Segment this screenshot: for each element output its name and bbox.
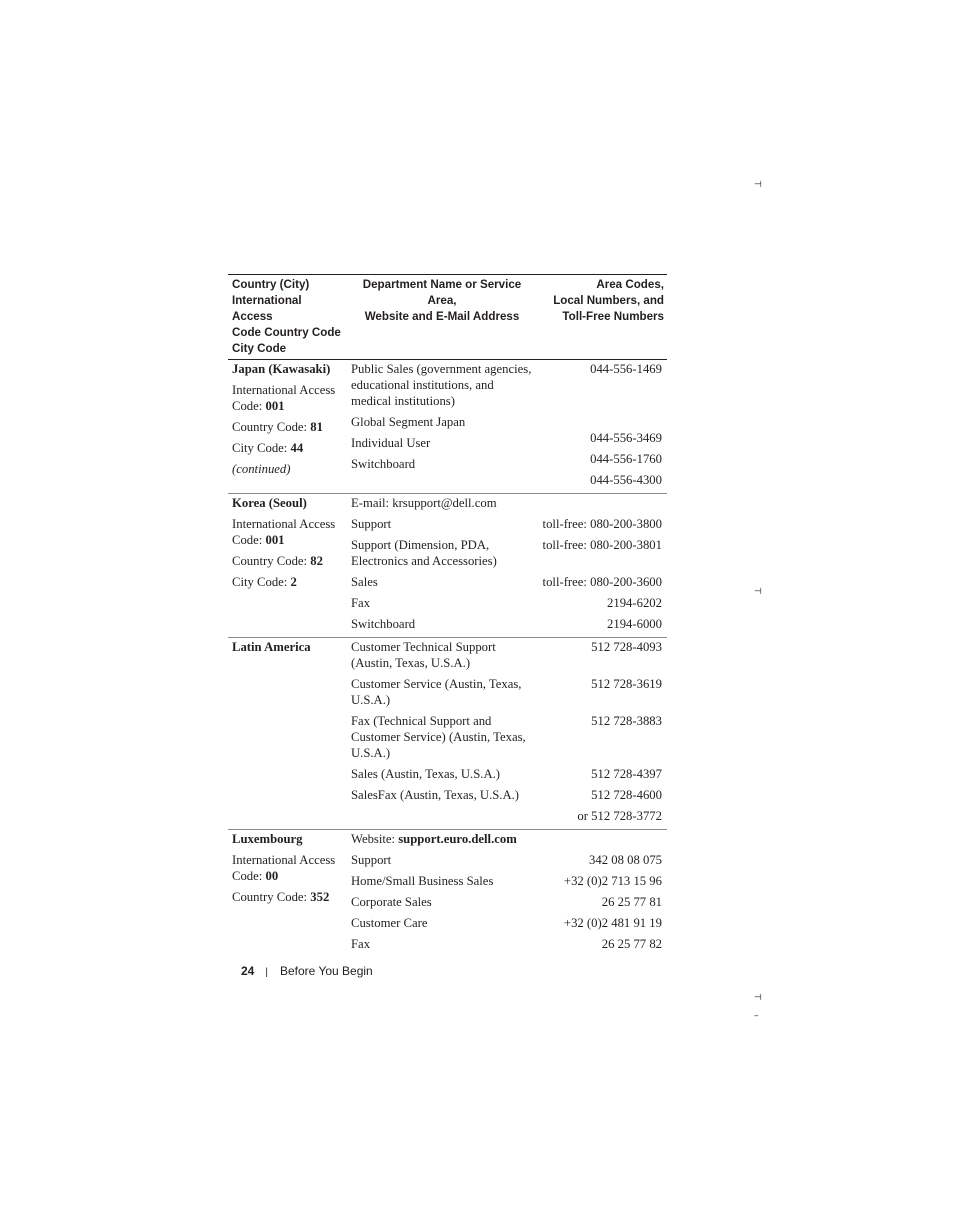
contact-table: [228, 274, 667, 957]
list-item: SalesFax (Austin, Texas, U.S.A.): [351, 788, 520, 802]
footer-separator: |: [265, 967, 268, 978]
numbers-cell: [536, 638, 667, 830]
list-item: Fax (Technical Support and Customer Service) (Austin, Texas, U.S.A.): [351, 714, 526, 760]
list-item: Sales: [351, 575, 378, 589]
table-row: [228, 494, 667, 638]
continued-note: (continued): [232, 462, 291, 476]
website-link[interactable]: support.euro.dell.com: [398, 832, 517, 846]
department-cell: [346, 360, 536, 494]
list-item: Support: [351, 517, 392, 531]
header-department: Department Name or Service Area, Website and E-Mail Address: [362, 278, 522, 323]
list-item: Support (Dimension, PDA, Electronics and Accessories): [351, 538, 497, 568]
country-name: Japan (Kawasaki): [232, 362, 331, 376]
list-item: Global Segment Japan: [351, 415, 466, 429]
numbers-cell: [536, 494, 667, 638]
phone-number: 044-556-4300: [590, 473, 662, 487]
country-name: Latin America: [232, 640, 311, 654]
section-title: Before You Begin: [279, 964, 373, 978]
phone-number: 342 08 08 075: [589, 853, 662, 867]
list-item: Individual User: [351, 436, 431, 450]
phone-number: 26 25 77 82: [601, 937, 662, 951]
phone-number: [536, 495, 662, 511]
phone-number: toll-free: 080-200-3801: [542, 538, 662, 552]
phone-number: or 512 728-3772: [577, 809, 662, 823]
header-numbers: Area Codes, Local Numbers, and Toll-Free Numbers: [553, 278, 664, 323]
list-item: Switchboard: [351, 617, 416, 631]
country-group-latin-america: [228, 638, 667, 830]
city-code: City Code: 44: [232, 441, 304, 455]
list-item: Fax: [351, 937, 371, 951]
phone-number: 26 25 77 81: [601, 895, 662, 909]
list-item: Public Sales (government agencies, educational institutions, and medical institutions): [351, 362, 532, 408]
list-item: Customer Care: [351, 916, 428, 930]
department-cell: [346, 830, 536, 958]
header-country: Country (City) International Access Code Country Code City Code: [232, 278, 341, 355]
phone-number: 512 728-3619: [591, 677, 662, 691]
crop-mark-middle: ⊣: [754, 587, 762, 597]
crop-mark-end: –: [754, 1011, 759, 1021]
phone-number: toll-free: 080-200-3600: [542, 575, 662, 589]
list-item: Fax: [351, 596, 371, 610]
phone-number: 512 728-4093: [591, 640, 662, 654]
phone-number: [536, 831, 662, 847]
page-footer: [241, 964, 373, 980]
phone-number: 044-556-3469: [590, 431, 662, 445]
page-number: 24: [241, 964, 255, 978]
phone-number: 044-556-1760: [590, 452, 662, 466]
phone-number: 044-556-1469: [590, 362, 662, 376]
website: Website: support.euro.dell.com: [351, 832, 517, 846]
list-item: Sales (Austin, Texas, U.S.A.): [351, 767, 501, 781]
access-code: International Access Code: 001: [232, 517, 336, 547]
phone-number: +32 (0)2 713 15 96: [563, 874, 662, 888]
table-row: [228, 830, 667, 958]
phone-number: 2194-6000: [607, 617, 662, 631]
country-cell: [228, 494, 346, 638]
country-name: Luxembourg: [232, 832, 303, 846]
table-header-row: [228, 275, 667, 360]
list-item: Support: [351, 853, 392, 867]
country-group-japan: [228, 360, 667, 494]
list-item: Home/Small Business Sales: [351, 874, 494, 888]
department-cell: [346, 494, 536, 638]
country-code: Country Code: 82: [232, 554, 323, 568]
country-code: Country Code: 81: [232, 420, 323, 434]
phone-number: +32 (0)2 481 91 19: [563, 916, 662, 930]
table-row: [228, 638, 667, 830]
crop-mark-bottom: ⊣: [754, 993, 762, 1003]
access-code: International Access Code: 001: [232, 383, 336, 413]
access-code: International Access Code: 00: [232, 853, 336, 883]
numbers-cell: [536, 830, 667, 958]
city-code: City Code: 2: [232, 575, 297, 589]
phone-number: 512 728-3883: [591, 714, 662, 728]
phone-number: 512 728-4397: [591, 767, 662, 781]
list-item: Customer Technical Support (Austin, Texas, U.S.A.): [351, 640, 496, 670]
phone-number: 512 728-4600: [591, 788, 662, 802]
phone-number: toll-free: 080-200-3800: [542, 517, 662, 531]
list-item: [351, 808, 536, 824]
list-item: Customer Service (Austin, Texas, U.S.A.): [351, 677, 522, 707]
crop-mark-top: ⊣: [754, 180, 762, 190]
country-group-korea: [228, 494, 667, 638]
country-cell: [228, 360, 346, 494]
country-name: Korea (Seoul): [232, 496, 307, 510]
list-item: Switchboard: [351, 457, 416, 471]
table-row: [228, 360, 667, 494]
department-cell: [346, 638, 536, 830]
country-cell: [228, 638, 346, 830]
country-cell: [228, 830, 346, 958]
country-code: Country Code: 352: [232, 890, 330, 904]
list-item: Corporate Sales: [351, 895, 432, 909]
numbers-cell: [536, 360, 667, 494]
country-group-luxembourg: [228, 830, 667, 958]
phone-number: 2194-6202: [607, 596, 662, 610]
email-address: E-mail: krsupport@dell.com: [351, 496, 497, 510]
